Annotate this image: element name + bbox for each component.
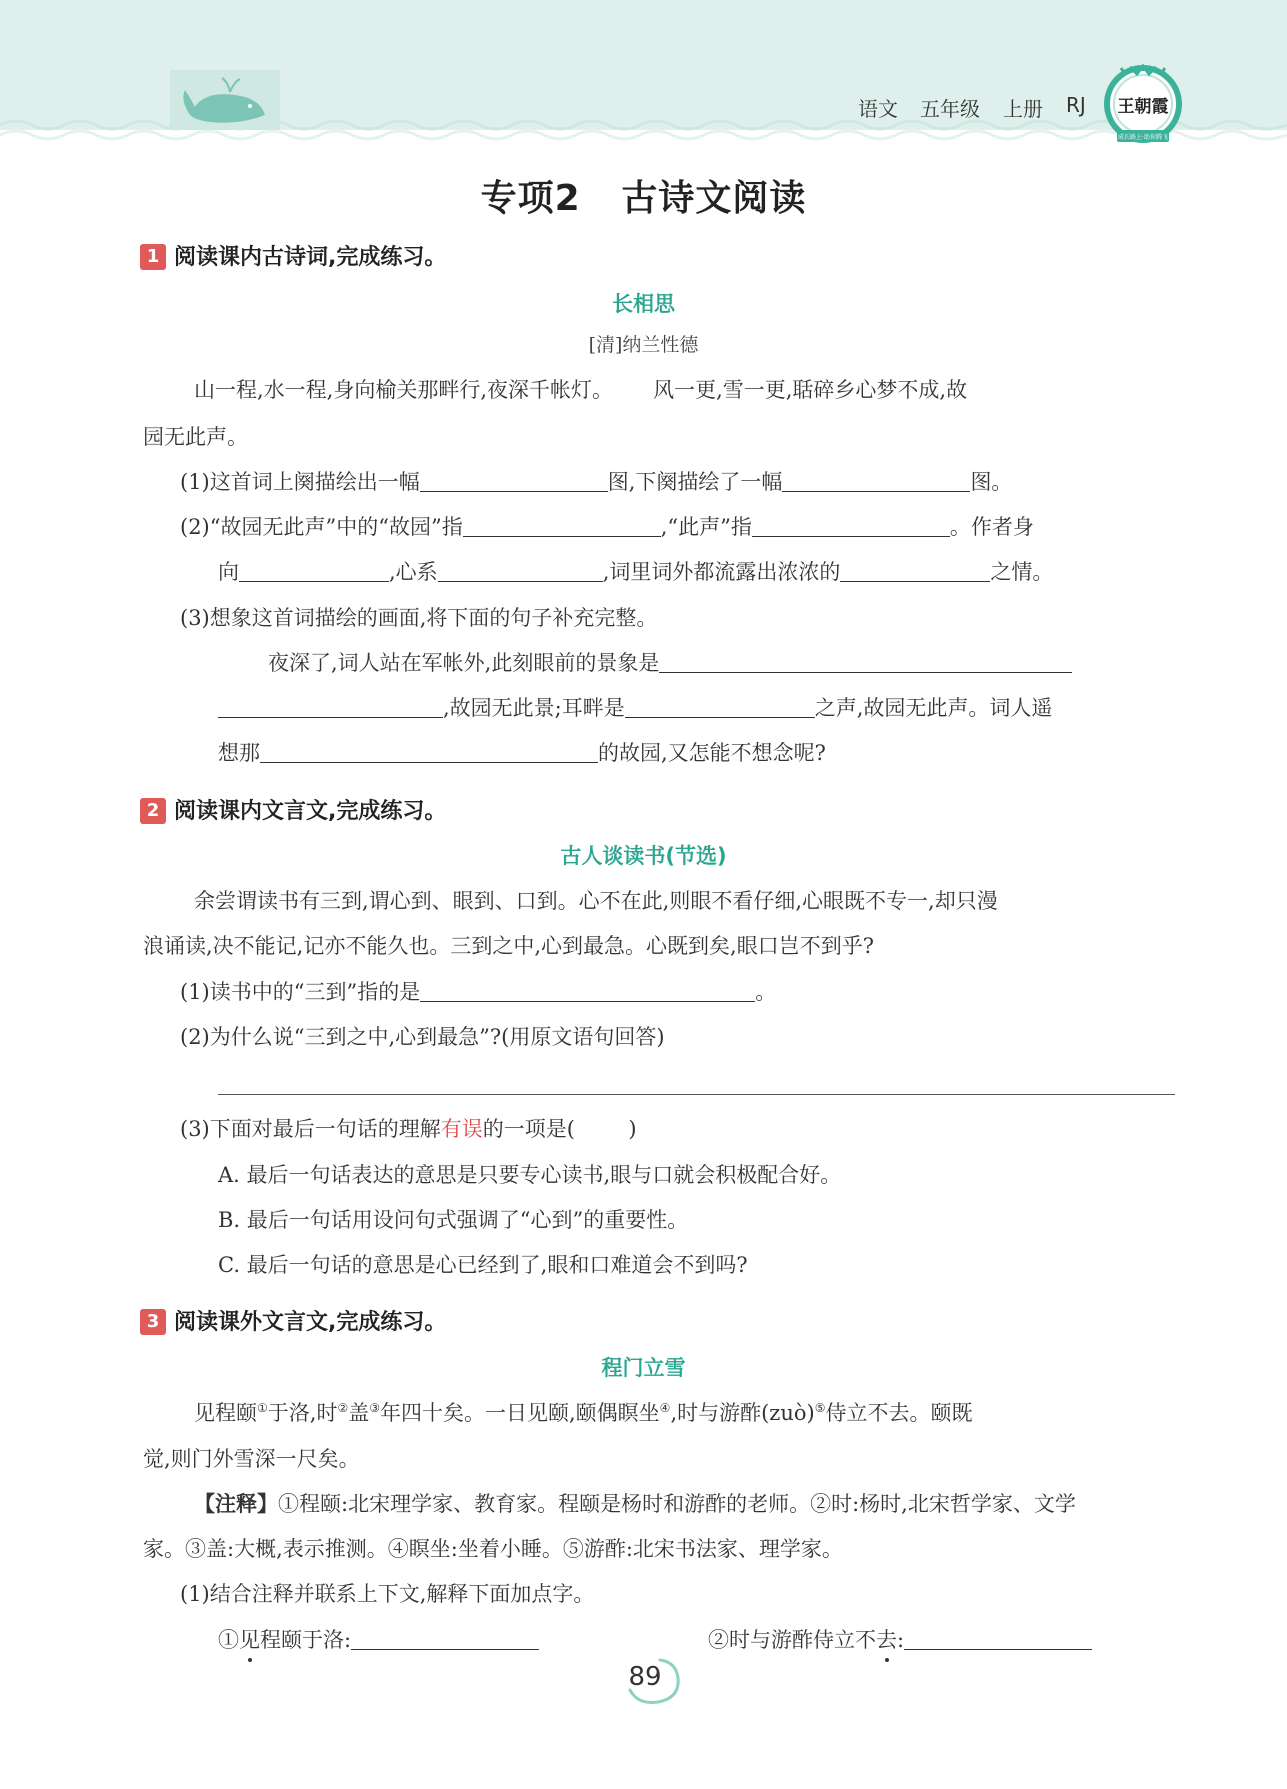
s1-question-2-cont	[218, 556, 1053, 586]
text3-seg-c: 盖	[348, 1401, 370, 1425]
s3-q1-item1-dotted-char: 见	[239, 1628, 260, 1652]
poem-author: [清]纳兰性德	[588, 334, 699, 356]
s3-q1-blank-2[interactable]	[904, 1627, 1092, 1650]
poem-title: 长相思	[612, 292, 675, 316]
s1-q3-blank-4[interactable]	[260, 740, 598, 763]
s1-q3-blank-3[interactable]	[625, 695, 815, 718]
s1-q2-text-a: (2)“故园无此声”中的“故园”指	[180, 515, 463, 539]
section1-heading	[140, 240, 446, 271]
whale-icon	[170, 70, 280, 130]
s2-question-1	[180, 976, 776, 1006]
s2-q1-blank[interactable]	[420, 979, 755, 1002]
header-edition: RJ	[1066, 93, 1086, 117]
text2-line-2: 浪诵读,决不能记,记亦不能久也。三到之中,心到最急。心既到矣,眼口岂不到乎?	[143, 934, 874, 958]
poem-line-2: 园无此声。	[143, 425, 248, 449]
s1-q3-text-a: 夜深了,词人站在军帐外,此刻眼前的景象是	[268, 651, 660, 675]
header-subject: 语文	[858, 97, 898, 121]
s1-q2-blank-3[interactable]	[239, 559, 389, 582]
s3-q1-blank-1[interactable]	[351, 1627, 539, 1650]
s1-q2-blank-2[interactable]	[752, 514, 950, 537]
notes-line-2: 家。③盖:大概,表示推测。④瞑坐:坐着小睡。⑤游酢:北宋书法家、理学家。	[143, 1537, 843, 1561]
s3-q1-item2-pre: ②时与游酢侍立不	[708, 1628, 876, 1652]
text3-seg-d: 年四十矣。一日见颐,颐偶瞑坐	[379, 1401, 660, 1425]
s1-q2-text-b: ,“此声”指	[660, 515, 752, 539]
s3-q1-item-1	[218, 1624, 539, 1654]
s1-q2-text-e: ,心系	[389, 560, 438, 584]
footnote-ref-4: ④	[659, 1401, 671, 1415]
s1-q2-text-g: 之情。	[990, 560, 1054, 584]
s1-q1-blank-2[interactable]	[782, 469, 970, 492]
s3-q1-item1-rest: 程颐于洛:	[260, 1628, 352, 1652]
section3-heading-text: 阅读课外文言文,完成练习。	[174, 1310, 447, 1335]
badge-brand-text: 王朝霞	[1117, 97, 1169, 117]
s1-question-2	[180, 511, 1034, 541]
text3-line-2: 觉,则门外雪深一尺矣。	[143, 1447, 360, 1471]
s1-q2-blank-5[interactable]	[840, 559, 990, 582]
s2-question-3	[180, 1113, 637, 1143]
section2-number: 2	[140, 798, 166, 824]
s1-q1-text-a: (1)这首词上阕描绘出一幅	[180, 470, 420, 494]
s1-q2-text-c: 。作者身	[949, 515, 1034, 539]
s1-q3-text-d: 想那	[218, 741, 260, 765]
footnote-ref-3: ③	[369, 1401, 380, 1415]
text2-line-1: 余尝谓读书有三到,谓心到、眼到、口到。心不在此,则眼不看仔细,心眼既不专一,却只漫	[194, 889, 998, 913]
text3-seg-f: 侍立不去。颐既	[825, 1401, 973, 1425]
brand-badge-icon	[1103, 60, 1183, 148]
section3-heading	[140, 1305, 446, 1336]
text3-seg-b: 于洛,时	[267, 1401, 338, 1425]
header-volume: 上册	[1003, 97, 1043, 121]
s2-q1-text-a: (1)读书中的“三到”指的是	[180, 980, 421, 1004]
s1-q3-text-e: 的故园,又怎能不想念呢?	[598, 741, 826, 765]
s1-q3-line-3	[218, 737, 826, 767]
section3-number: 3	[140, 1309, 166, 1335]
section2-heading	[140, 794, 446, 825]
s2-option-b[interactable]: B. 最后一句话用设问句式强调了“心到”的重要性。	[218, 1208, 689, 1232]
notes-text-1: ①程颐:北宋理学家、教育家。程颐是杨时和游酢的老师。②时:杨时,北宋哲学家、文学	[278, 1492, 1076, 1516]
s2-q3-text-b: 的一项是( )	[482, 1117, 637, 1141]
s1-q1-text-b: 图,下阕描绘了一幅	[607, 470, 783, 494]
footnote-ref-2: ②	[337, 1401, 349, 1415]
s3-q1-item2-post: :	[897, 1628, 905, 1652]
s1-question-3: (3)想象这首词描绘的画面,将下面的句子补充完整。	[180, 606, 658, 630]
s1-q3-blank-1[interactable]	[659, 650, 1072, 673]
page-title: 专项2 古诗文阅读	[480, 178, 807, 219]
s2-q3-text-a: (3)下面对最后一句话的理解	[180, 1117, 441, 1141]
s1-q3-text-b: ,故园无此景;耳畔是	[443, 696, 625, 720]
s1-q2-blank-1[interactable]	[463, 514, 661, 537]
s1-q3-text-c: 之声,故园无此声。词人遥	[814, 696, 1053, 720]
s1-question-1	[180, 466, 1012, 496]
s2-option-c[interactable]: C. 最后一句话的意思是心已经到了,眼和口难道会不到吗?	[218, 1253, 748, 1277]
s1-q2-blank-4[interactable]	[438, 559, 603, 582]
text3-line-1	[194, 1397, 973, 1427]
poem-line-1: 山一程,水一程,身向榆关那畔行,夜深千帐灯。 风一更,雪一更,聒碎乡心梦不成,故	[194, 378, 968, 402]
section1-heading-text: 阅读课内古诗词,完成练习。	[174, 245, 447, 270]
text3-title: 程门立雪	[601, 1356, 686, 1380]
section2-heading-text: 阅读课内文言文,完成练习。	[174, 799, 447, 824]
s1-q2-text-f: ,词里词外都流露出浓浓的	[602, 560, 841, 584]
s1-q3-line-2	[218, 692, 1052, 722]
footnote-ref-1: ①	[257, 1401, 268, 1415]
s1-q3-line-1	[268, 647, 1072, 677]
s3-question-1: (1)结合注释并联系上下文,解释下面加点字。	[180, 1582, 595, 1606]
section1-number: 1	[140, 244, 166, 270]
text3-seg-a: 见程颐	[194, 1401, 257, 1425]
notes-line-1	[194, 1488, 1076, 1518]
s1-q1-blank-1[interactable]	[420, 469, 608, 492]
text2-title: 古人谈读书(节选)	[560, 844, 727, 868]
s1-q2-text-d: 向	[218, 560, 239, 584]
header-grade: 五年级	[920, 97, 980, 121]
s2-q2-answer-line[interactable]	[218, 1094, 1175, 1095]
s1-q3-blank-2[interactable]	[218, 695, 443, 718]
s2-q3-emphasis: 有误	[440, 1117, 483, 1141]
notes-label: 【注释】	[194, 1491, 278, 1516]
s1-q1-text-c: 图。	[970, 470, 1013, 494]
s3-q1-item2-dotted-char: 去	[876, 1628, 897, 1652]
badge-tagline-text: 成长路上·助你腾飞	[1118, 134, 1168, 141]
s3-q1-item1-num: ①	[218, 1628, 239, 1652]
s2-question-2: (2)为什么说“三到之中,心到最急”?(用原文语句回答)	[180, 1025, 665, 1049]
s3-q1-item-2	[708, 1624, 1092, 1654]
page-number: 89	[628, 1662, 662, 1692]
s2-q1-text-b: 。	[755, 980, 777, 1004]
s2-option-a[interactable]: A. 最后一句话表达的意思是只要专心读书,眼与口就会积极配合好。	[218, 1163, 842, 1187]
footnote-ref-5: ⑤	[814, 1401, 826, 1415]
text3-seg-e: ,时与游酢(zuò)	[670, 1401, 815, 1425]
